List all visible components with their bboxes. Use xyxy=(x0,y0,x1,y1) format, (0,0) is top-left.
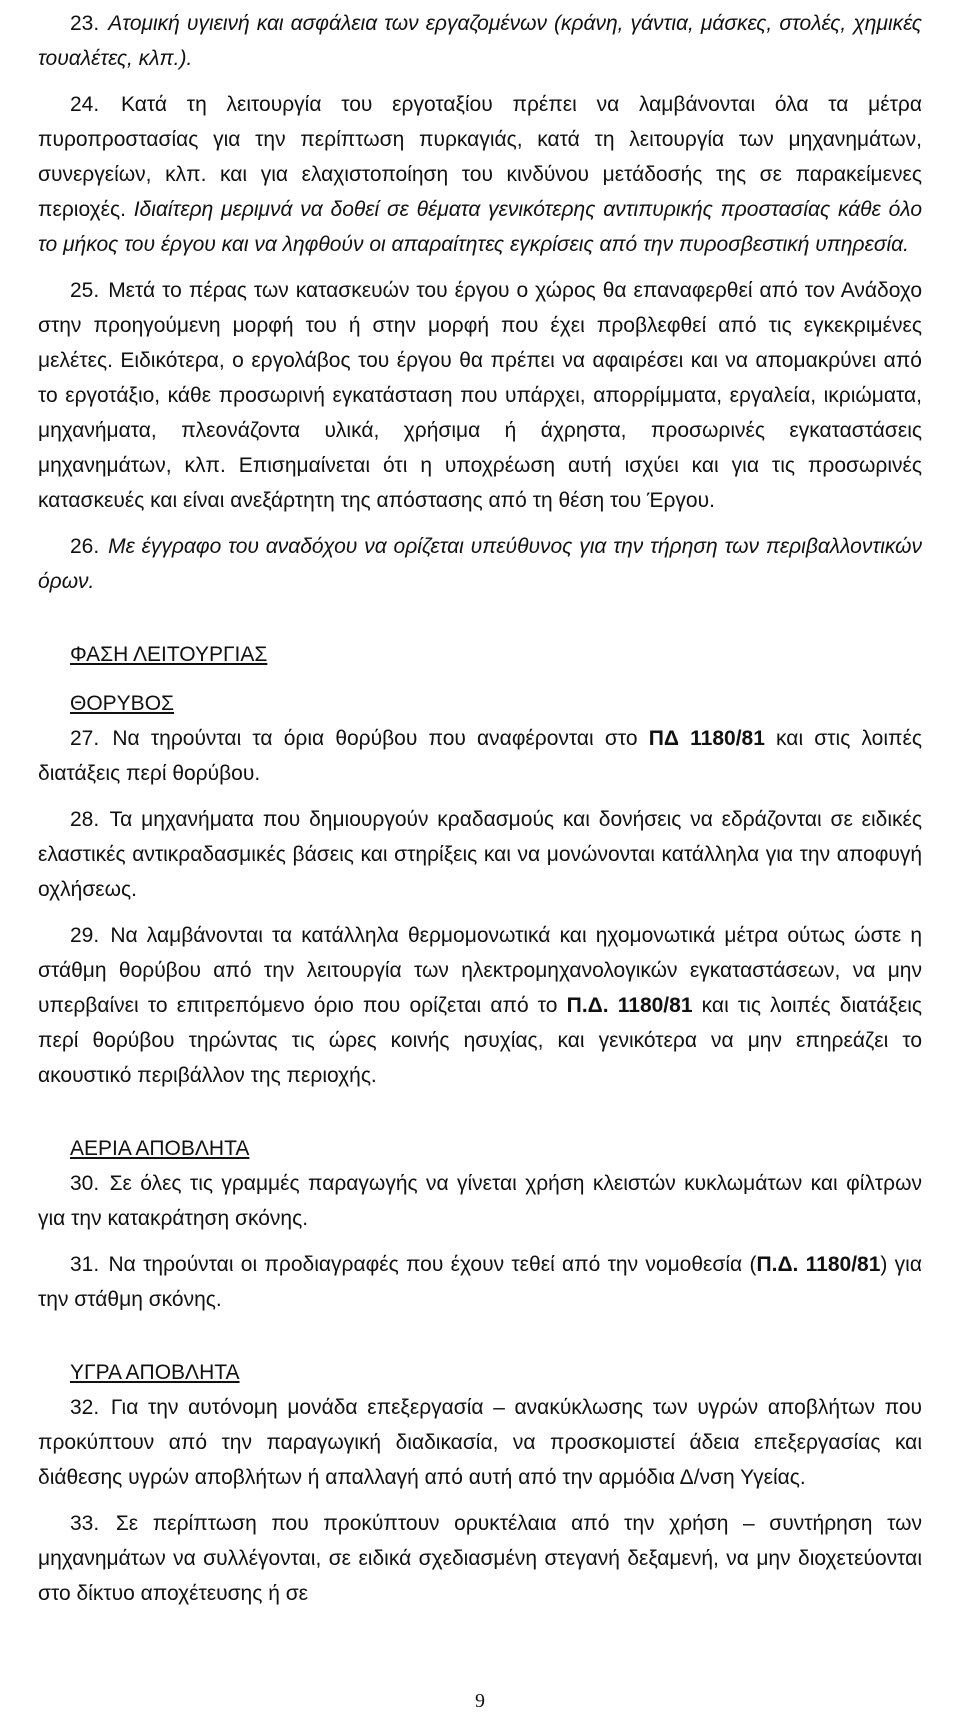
subsection-heading-air-waste: ΑΕΡΙΑ ΑΠΟΒΛΗΤΑ xyxy=(70,1137,250,1160)
item-text: Σε όλες τις γραμμές παραγωγής να γίνεται χρήση κλειστών κυκλωμάτων και φίλτρων για την κατακράτηση σκόνης. xyxy=(38,1172,922,1230)
page-number: 9 xyxy=(475,1690,485,1712)
section-heading-operation-phase: ΦΑΣΗ ΛΕΙΤΟΥΡΓΙΑΣ xyxy=(70,643,268,666)
list-item xyxy=(38,87,922,262)
item-text-italic: Ιδιαίτερη μεριμνά να δοθεί σε θέματα γενικότερης αντιπυρικής προστασίας κάθε όλο το μήκος του έργου και να ληφθούν οι απαραίτητες εγκρίσεις από την πυροσβεστική υπηρεσία. xyxy=(38,198,922,256)
list-item xyxy=(38,529,922,599)
item-number: 31. xyxy=(70,1253,100,1276)
item-text: Να τηρούνται οι προδιαγραφές που έχουν τεθεί από την νομοθεσία ( xyxy=(108,1253,757,1276)
item-number: 29. xyxy=(70,924,100,947)
item-text: Να λαμβάνονται τα κατάλληλα θερμομονωτικά και ηχομονωτικά μέτρα ούτως ώστε η στάθμη θορύβου από την λειτουργία των ηλεκτρομηχανολογικών εγκαταστάσεων, να μην υπερβαίνει το επιτρεπόμενο όριο που ορίζεται από το xyxy=(38,924,923,1017)
document-page xyxy=(38,6,922,1622)
item-text: Για την αυτόνομη μονάδα επεξεργασία – ανακύκλωσης των υγρών αποβλήτων που προκύπτουν από την παραγωγική διαδικασία, να προσκομιστεί άδεια επεξεργασίας και διάθεσης υγρών αποβλήτων ή απαλλαγή από αυτή από την αρμόδια Δ/νση Υγείας. xyxy=(38,1396,922,1489)
item-number: 26. xyxy=(70,535,100,558)
item-text: Τα μηχανήματα που δημιουργούν κραδασμούς και δονήσεις να εδράζονται σε ειδικές ελαστικές αντικραδασμικές βάσεις και στηρίξεις και να μονώνονται κατάλληλα για την αποφυγή οχλήσεως. xyxy=(38,808,922,901)
list-item xyxy=(38,273,922,518)
law-reference: Π.Δ. 1180/81 xyxy=(756,1253,881,1276)
item-text: Να τηρούνται τα όρια θορύβου που αναφέρονται στο xyxy=(112,727,649,750)
list-item xyxy=(38,1247,922,1317)
list-item xyxy=(38,1390,922,1495)
list-item xyxy=(38,1166,922,1236)
item-text: ) για την στάθμη σκόνης. xyxy=(38,1253,922,1311)
item-text: και στις λοιπές διατάξεις περί θορύβου. xyxy=(38,727,922,785)
item-text: Μετά το πέρας των κατασκευών του έργου ο χώρος θα επαναφερθεί από τον Ανάδοχο στην προηγούμενη μορφή του ή στην μορφή που έχει προβλεφθεί από τις εγκεκριμένες μελέτες. Ειδικότερα, ο εργολάβος του έργου θα πρέπει να αφαιρέσει και να απομακρύνει από το εργοτάξιο, κάθε προσωρινή εγκατάσταση που υπάρχει, απορρίμματα, εργαλεία, ικριώματα, μηχανήματα, πλεονάζοντα υλικά, χρήσιμα ή άχρηστα, προσωρινές εγκαταστάσεις μηχανημάτων, κλπ. Επισημαίνεται ότι η υποχρέωση αυτή ισχύει και για τις προσωρινές κατασκευές και είναι ανεξάρτητη της απόστασης από τη θέση του Έργου. xyxy=(38,279,922,512)
item-text: Σε περίπτωση που προκύπτουν ορυκτέλαια από την χρήση – συντήρηση των μηχανημάτων να συλλέγονται, σε ειδικά σχεδιασμένη στεγανή δεξαμενή, να μην διοχετεύονται στο δίκτυο αποχέτευσης ή σε xyxy=(38,1512,922,1605)
list-item xyxy=(38,721,922,791)
item-number: 33. xyxy=(70,1512,100,1535)
list-item xyxy=(38,802,922,907)
law-reference: Π.Δ. 1180/81 xyxy=(566,994,693,1017)
list-item xyxy=(38,6,922,76)
list-item xyxy=(38,918,922,1093)
subsection-heading-noise: ΘΟΡΥΒΟΣ xyxy=(70,692,175,715)
item-number: 30. xyxy=(70,1172,100,1195)
item-number: 23. xyxy=(70,12,100,35)
item-number: 28. xyxy=(70,808,100,831)
item-text: Με έγγραφο του αναδόχου να ορίζεται υπεύθυνος για την τήρηση των περιβαλλοντικών όρων. xyxy=(38,535,922,593)
item-number: 24. xyxy=(70,93,100,116)
subsection-heading-liquid-waste: ΥΓΡΑ ΑΠΟΒΛΗΤΑ xyxy=(70,1361,240,1384)
item-number: 25. xyxy=(70,279,100,302)
item-number: 27. xyxy=(70,727,100,750)
list-item xyxy=(38,1506,922,1611)
item-number: 32. xyxy=(70,1396,100,1419)
item-text: και τις λοιπές διατάξεις περί θορύβου τηρώντας τις ώρες κοινής ησυχίας, και γενικότερα να μην επηρεάζει το ακουστικό περιβάλλον της περιοχής. xyxy=(38,994,922,1087)
item-text: Κατά τη λειτουργία του εργοταξίου πρέπει να λαμβάνονται όλα τα μέτρα πυροπροστασίας για την περίπτωση πυρκαγιάς, κατά τη λειτουργία των μηχανημάτων, συνεργείων, κλπ. και για ελαχιστοποίηση του κινδύνου μετάδοσής της σε παρακείμενες περιοχές. xyxy=(38,93,922,221)
law-reference: ΠΔ 1180/81 xyxy=(648,727,765,750)
item-text: Ατομική υγιεινή και ασφάλεια των εργαζομένων (κράνη, γάντια, μάσκες, στολές, χημικές τουαλέτες, κλπ.). xyxy=(38,12,922,70)
